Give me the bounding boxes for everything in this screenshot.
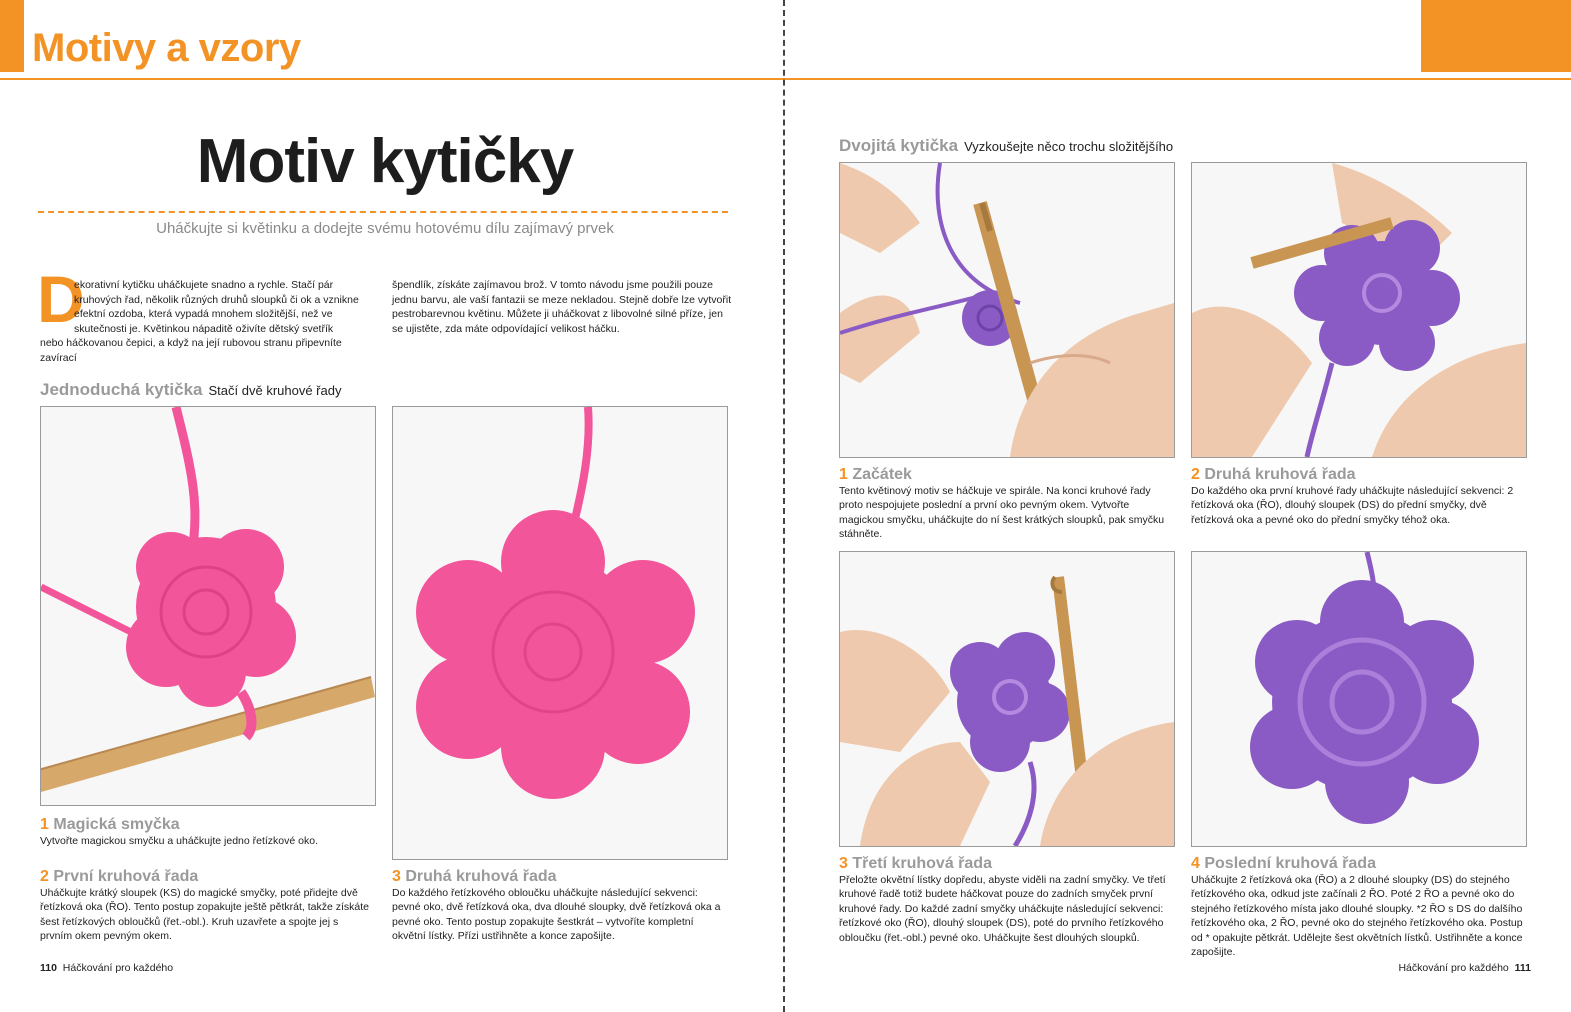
footer-title: Háčkování pro každého [62, 962, 174, 974]
step-text: Tento květinový motiv se háčkuje ve spirále. Na konci kruhové řady proto nespojujete poslední a první oko pevným okem. Vytvořte magickou smyčku, uháčkujte do ní šest krátkých sloupků, pak smyčku stáhněte. [839, 485, 1165, 541]
intro-line: skutečnosti je. Květinkou nápaditě oživíte dětský svetřík [74, 322, 334, 335]
step-1-double [839, 466, 1173, 542]
step-2-simple [40, 868, 370, 944]
section-note: Stačí dvě kruhové řady [208, 383, 342, 398]
section-note: Vyzkoušejte něco trochu složitějšího [964, 139, 1174, 154]
header-tab-right [1421, 0, 1571, 72]
photo-magic-loop [40, 406, 376, 806]
step-title: Poslední kruhová řada [1204, 855, 1376, 872]
step-3-double [839, 855, 1173, 945]
step-number: 2 [1191, 466, 1200, 483]
photo-pink-flower [392, 406, 728, 860]
header-tab-left [0, 0, 24, 72]
step-number: 2 [40, 868, 49, 885]
intro-line: ekorativní kytičku uháčkujete snadno a rychle. Stačí pár [74, 279, 334, 291]
section-head: Jednoduchá kytička [40, 380, 203, 399]
page-subtitle: Uháčkujte si květinku a dodejte svému hotovému dílu zajímavý prvek [156, 220, 614, 237]
page-title: Motiv kytičky [196, 127, 574, 196]
section-title: Motivy a vzory [32, 26, 301, 70]
photo-final-flower [1191, 551, 1527, 847]
photo-start [839, 162, 1175, 458]
intro-line: nebo háčkovanou čepici, a když na její rubovou stranu připevníte zavírací [40, 337, 342, 364]
step-number: 1 [839, 466, 848, 483]
step-text: Do každého řetízkového obloučku uháčkujte následující sekvenci: pevné oko, dvě řetízková oka, dva dlouhé sloupky, dvě řetízková oka a pevné oko. Tento postup zopakujte šestkrát – vytvoříte kompletní okvětní lístky. Přízi ustřihněte a konce zapošijte. [392, 887, 721, 943]
photo-second-round [1191, 162, 1527, 458]
step-title: První kruhová řada [53, 868, 199, 885]
step-title: Začátek [852, 466, 912, 483]
step-1-simple [40, 816, 374, 848]
step-text: Uháčkujte krátký sloupek (KS) do magické smyčky, poté přidejte dvě řetízková oka (ŘO). Tento postup zopakujte ještě pětkrát, takže získáte šest řetízkových obloučků (řet.-obl.). Kruh uzavřete a spojte jej s prvním okem pevným okem. [40, 887, 369, 943]
step-title: Třetí kruhová řada [852, 855, 992, 872]
photo-third-round [839, 551, 1175, 847]
step-number: 4 [1191, 855, 1200, 872]
intro-column-2: špendlík, získáte zajímavou brož. V tomto návodu jsme použili pouze jednu barvu, ale vaší fantazii se meze nekladou. Stejně dobře lze vytvořit pestrobarevnou květinu. Můžete ji uháčkovat z libovolné silné příze, jen se ujistěte, zda máte odpovídající velikost háčku. [392, 279, 732, 335]
footer-title: Háčkování pro každého [1398, 962, 1509, 974]
page-number: 110 [40, 962, 57, 974]
footer-right [1398, 962, 1531, 974]
step-2-double [1191, 466, 1525, 527]
header-rule [0, 78, 1571, 80]
page-spine [783, 0, 785, 1012]
title-divider [38, 211, 728, 213]
step-text: Do každého oka první kruhové řady uháčkujte následující sekvenci: 2 řetízková oka (ŘO), dlouhý sloupek (DS) do přední smyčky, dvě řetízková oka a pevné oko do přední smyčky téhož oka. [1191, 485, 1514, 526]
section-heading-double [839, 136, 1173, 156]
step-text: Přeložte okvětní lístky dopředu, abyste viděli na zadní smyčky. Ve třetí kruhové řadě totiž budete háčkovat pouze do zadních smyček první kruhové řady. Do každé zadní smyčky uháčkujte následující sekvenci: řetízkové oko (ŘO), dlouhý sloupek (DS), poté do prvního řetízkového obloučku (řet.-obl.) pevné oko. Uháčkujte šest dlouhých sloupků. [839, 874, 1166, 944]
step-4-double [1191, 855, 1525, 959]
step-title: Magická smyčka [53, 816, 180, 833]
step-number: 1 [40, 816, 49, 833]
intro-line: efektní ozdoba, která vypadá mnohem složitější, než ve [74, 308, 333, 321]
step-text: Uháčkujte 2 řetízková oka (ŘO) a 2 dlouhé sloupky (DS) do stejného řetízkového oka, odkud jste začínali 2 ŘO. Poté 2 ŘO a pevné oko do stejného řetízkového místa jako dlouhé sloupky. *2 ŘO s DS do dalšího řetízkového oka, 2 ŘO, pevné oko do stejného řetízkového oka. Postup od * opakujte pětkrát. Udělejte šest okvětních lístků. Ustřihněte a konce zapošijte. [1191, 874, 1523, 959]
intro-line: kruhových řad, několik různých druhů sloupků či ok a vznikne [74, 293, 359, 306]
page-number: 111 [1514, 962, 1531, 974]
step-3-simple [392, 868, 728, 944]
footer-left [40, 962, 173, 974]
step-title: Druhá kruhová řada [405, 868, 557, 885]
step-text: Vytvořte magickou smyčku a uháčkujte jedno řetízkové oko. [40, 835, 318, 847]
dropcap: D [37, 262, 85, 336]
step-number: 3 [392, 868, 401, 885]
step-title: Druhá kruhová řada [1204, 466, 1356, 483]
intro-column-1 [40, 278, 380, 366]
section-head: Dvojitá kytička [839, 136, 959, 155]
section-heading-simple [40, 380, 341, 400]
step-number: 3 [839, 855, 848, 872]
